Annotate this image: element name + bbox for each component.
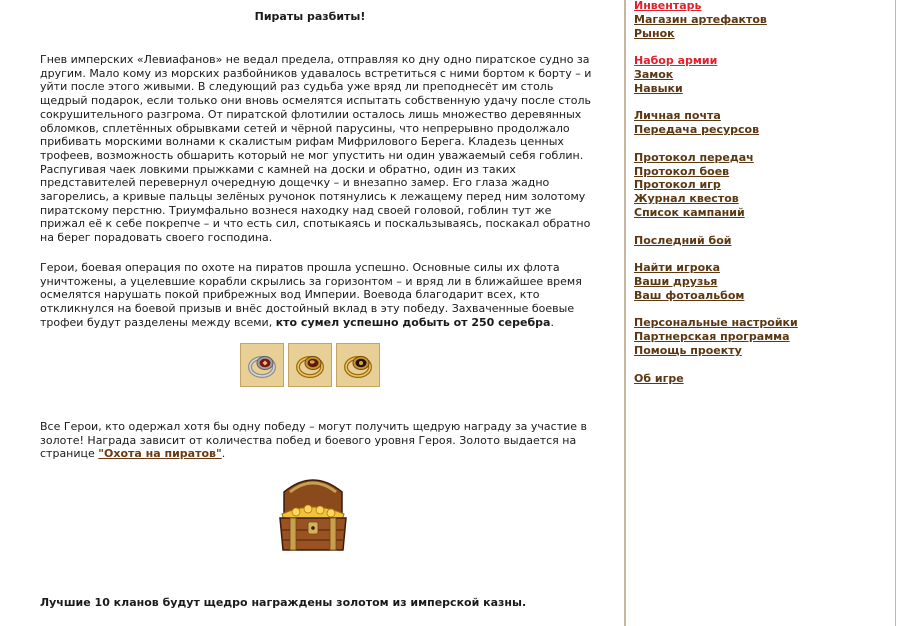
menu-item-last-battle[interactable]: Последний бой <box>634 233 732 247</box>
p2-end: . <box>550 315 554 329</box>
menu-item-resource-transfer[interactable]: Передача ресурсов <box>634 123 760 137</box>
article-paragraph-3 <box>40 420 593 461</box>
silver-ring-icon <box>245 348 279 382</box>
menu-group-about <box>634 372 894 386</box>
article-title: Пираты разбиты! <box>254 10 366 23</box>
menu-item-find-player[interactable]: Найти игрока <box>634 261 721 275</box>
menu-group-players <box>634 261 894 302</box>
menu-item-army-recruit[interactable]: Набор армии <box>634 54 718 68</box>
menu-item-personal-settings[interactable]: Персональные настройки <box>634 316 798 330</box>
column-divider <box>624 0 626 626</box>
gold-ring-icon <box>341 348 375 382</box>
article-paragraph-1: Гнев имперских «Левиафанов» не ведал предела, отправляя ко дну одно пиратское судно за другим. Мало кому из морских разбойников удавалось встретиться с ними бортом к борту – и уйти после этого живыми. В следующий раз судьба уже вряд ли преподнесёт им столь щедрый подарок, если только они вновь осмелятся испытать собственную удачу после столь сокрушительного разгрома. От пиратской флотилии осталось лишь множество деревянных обломков, сплетённых обрывками сетей и чёрной парусины, что непрерывно продолжало прибивать морскими волнами к скалистым рифам Мифрилового Берега. Кладезь ценных трофеев, возможность обшарить который не мог упустить ни один уважаемый себя гоблин. Распугивая чаек ловкими прыжками с камней на доски и обратно, один из таких представителей перевернул очередную дощечку – и внезапно замер. Его глаза жадно загорелись, а кривые пальцы зелёных ручонок потянулись к лежащему перед ним золотому пиратскому перстню. Триумфально вознеся находку над своей головой, гоблин тут же прижал её к себе покрепче – и что есть сил, спотыкаясь и поскальзываясь, поскакал обратно на берег порадовать своего господина. <box>40 53 592 245</box>
menu-item-market[interactable]: Рынок <box>634 26 675 40</box>
menu-item-help-project[interactable]: Помощь проекту <box>634 343 742 357</box>
menu-item-partner-program[interactable]: Партнерская программа <box>634 330 790 344</box>
menu-item-artifact-shop[interactable]: Магазин артефактов <box>634 12 767 26</box>
reward-rings <box>240 343 380 387</box>
article-paragraph-2 <box>40 261 593 330</box>
article-paragraph-4: Лучшие 10 кланов будут щедро награждены золотом из имперской казны. <box>40 596 527 609</box>
reward-item[interactable] <box>336 343 380 387</box>
menu-item-quest-journal[interactable]: Журнал квестов <box>634 192 739 206</box>
menu-item-friends[interactable]: Ваши друзья <box>634 274 718 288</box>
reward-item[interactable] <box>240 343 284 387</box>
p2-bold-text: кто сумел успешно добыть от 250 серебра <box>275 315 551 329</box>
menu-item-transfer-log[interactable]: Протокол передач <box>634 150 754 164</box>
menu-item-inventory[interactable]: Инвентарь <box>634 0 702 12</box>
menu-item-campaign-list[interactable]: Список кампаний <box>634 205 745 219</box>
menu-item-about-game[interactable]: Об игре <box>634 371 684 385</box>
menu-item-private-mail[interactable]: Личная почта <box>634 109 721 123</box>
p3-end: . <box>221 447 226 461</box>
menu-group-mail <box>634 109 894 137</box>
treasure-chest-icon <box>270 472 356 558</box>
p2-text: Герои, боевая операция по охоте на пиратов прошла успешно. Основные силы их флота уничтожены, а уцелевшие корабли скрылись за горизонтом – и вряд ли в ближайшее время осмелятся нарушать покой прибрежных вод Империи. Воевода благодарит всех, кто откликнулся на боевой призыв и внёс достойный вклад в эту победу. Захваченные боевые трофеи будут разделены между всеми, <box>40 261 582 329</box>
sidebar-menu <box>634 0 894 399</box>
menu-group-army <box>634 54 894 95</box>
menu-item-photo-album[interactable]: Ваш фотоальбом <box>634 288 745 302</box>
menu-group-settings <box>634 316 894 357</box>
right-border <box>895 0 896 626</box>
menu-item-skills[interactable]: Навыки <box>634 81 683 95</box>
gold-ring-icon <box>293 348 327 382</box>
menu-item-battle-log[interactable]: Протокол боев <box>634 164 730 178</box>
p3-text: Все Герои, кто одержал хотя бы одну победу – могут получить щедрую награду за участие в золоте! Награда зависит от количества побед и боевого уровня Героя. Золото выдается на странице <box>40 420 588 461</box>
menu-group-logs <box>634 151 894 220</box>
reward-item[interactable] <box>288 343 332 387</box>
menu-item-castle[interactable]: Замок <box>634 67 674 81</box>
menu-item-game-log[interactable]: Протокол игр <box>634 178 721 192</box>
pirate-hunt-link[interactable]: "Охота на пиратов" <box>98 447 222 461</box>
menu-group-last-battle <box>634 234 894 248</box>
menu-group-inventory <box>634 0 894 40</box>
